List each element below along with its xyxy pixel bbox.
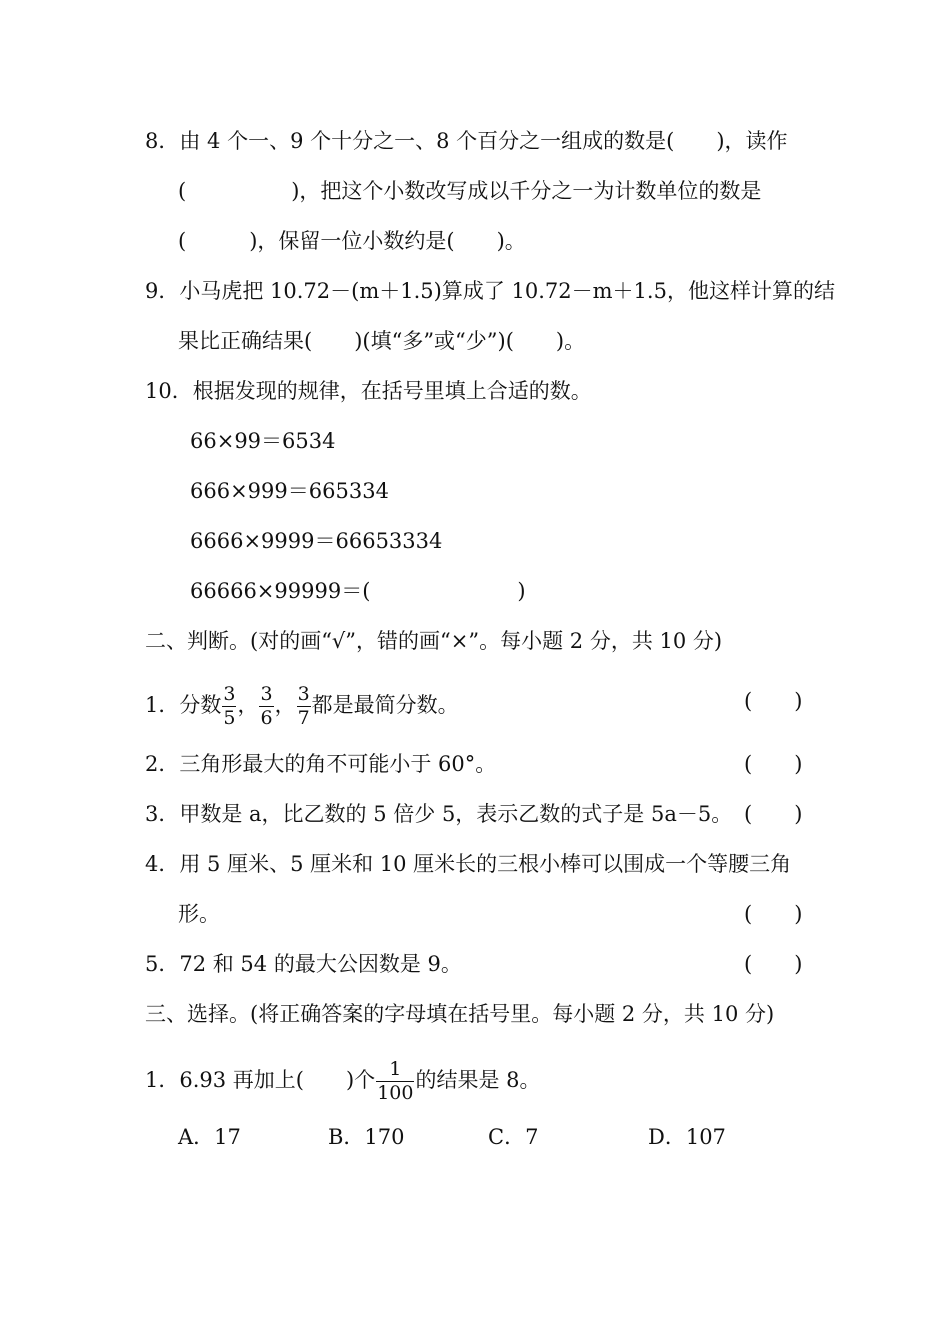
judge-q2-answer-blank: ( ) [744, 752, 803, 776]
q10-eq4: 66666×99999＝( ) [190, 579, 526, 603]
judge-q4-line2: 形。 [178, 902, 220, 926]
judge-q1-answer-blank: ( ) [744, 689, 803, 713]
option-a: A．17 [178, 1125, 241, 1149]
judge-q4-answer-blank: ( ) [744, 902, 803, 926]
q8-line1: 8．由 4 个一、9 个十分之一、8 个百分之一组成的数是( )，读作 [145, 129, 788, 153]
option-b: B．170 [328, 1125, 405, 1149]
judge-q1-sep: ， [237, 693, 259, 717]
judge-q3: 3．甲数是 a，比乙数的 5 倍少 5，表示乙数的式子是 5a－5。 [145, 802, 733, 826]
fraction-denominator: 100 [377, 1082, 414, 1104]
part2-heading: 二、判断。(对的画“√”，错的画“×”。每小题 2 分，共 10 分) [145, 629, 723, 653]
option-d: D．107 [648, 1125, 726, 1149]
fraction-numerator: 3 [260, 683, 273, 705]
judge-q5: 5．72 和 54 的最大公因数是 9。 [145, 952, 462, 976]
judge-q1 [145, 685, 459, 728]
judge-q4-line1: 4．用 5 厘米、5 厘米和 10 厘米长的三根小棒可以围成一个等腰三角 [145, 852, 792, 876]
choice-q1 [145, 1060, 541, 1103]
fraction-3-7 [297, 685, 311, 728]
fraction-denominator: 6 [260, 707, 273, 729]
q9-line1: 9．小马虎把 10.72－(m＋1.5)算成了 10.72－m＋1.5，他这样计算的结 [145, 279, 835, 303]
q10-eq3: 6666×9999＝66653334 [190, 529, 443, 553]
q8-line3: ( )，保留一位小数约是( )。 [178, 229, 526, 253]
judge-q3-answer-blank: ( ) [744, 802, 803, 826]
q10-eq1: 66×99＝6534 [190, 429, 336, 453]
fraction-numerator: 3 [223, 683, 236, 705]
fraction-denominator: 7 [297, 707, 310, 729]
q9-line2: 果比正确结果( )(填“多”或“少”)( )。 [178, 329, 586, 353]
fraction-numerator: 1 [376, 1060, 414, 1082]
fraction-3-6 [259, 685, 273, 728]
choice-q1-suffix: 的结果是 8。 [415, 1068, 541, 1092]
q10-stem: 10．根据发现的规律，在括号里填上合适的数。 [145, 379, 592, 403]
fraction-numerator: 3 [297, 683, 310, 705]
q10-eq2: 666×999＝665334 [190, 479, 389, 503]
judge-q5-answer-blank: ( ) [744, 952, 803, 976]
part3-heading: 三、选择。(将正确答案的字母填在括号里。每小题 2 分，共 10 分) [145, 1002, 775, 1026]
judge-q1-prefix: 1．分数 [145, 693, 222, 717]
option-c: C．7 [488, 1125, 539, 1149]
fraction-denominator: 5 [223, 707, 236, 729]
judge-q2: 2．三角形最大的角不可能小于 60°。 [145, 752, 497, 776]
judge-q1-sep: ， [274, 693, 296, 717]
fraction-1-100 [376, 1060, 414, 1103]
q8-line2: ( )，把这个小数改写成以千分之一为计数单位的数是 [178, 179, 762, 203]
judge-q1-suffix: 都是最简分数。 [311, 693, 459, 717]
choice-q1-prefix: 1．6.93 再加上( )个 [145, 1068, 376, 1092]
fraction-3-5 [222, 685, 236, 728]
